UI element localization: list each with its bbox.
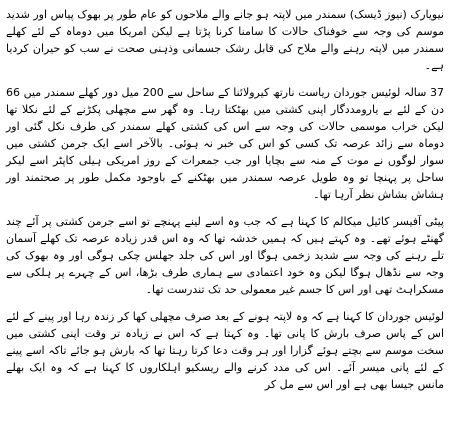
article-paragraph-2: 37 سالہ لوئیس جوردان ریاست نارتھ کیرولائنا کے ساحل سے 200 میل دور کھلے سمندر میں 66 دن کے لئے بے یارومددگار اپنی کشتی میں بھٹکتا رہا۔ وہ گھر سے مچھلی پکڑنے کے لئے نکلا تھا لیکن خراب موسمی حالات کی وجہ سے اس کی کشتی کھلے سمندر کی طرف نکل گئی اور دوماہ سے زائد عرصہ تک کسی کو اس کی خبر نہ ہوئی۔ بالآخر اسے ایک جرمن کشتی میں سوار لوگوں نے موت کے منہ سے بچایا اور جب جمعرات کے روز امریکی ہیلی کاپٹر اسے لیکر ساحل پر پہنچا تو وہ طویل عرصہ سمندر میں بھٹکنے کے باوجود مکمل طور پر صحتمند اور ہشاش بشاش نظر آرہا تھا۔ <box>6 86 444 201</box>
article-paragraph-4: لوئیس جوردان کا کہنا ہے کہ وہ لاپتہ ہونے کے بعد صرف مچھلی کھا کر زندہ رہا اور پینے کے لئے اس کے پاس صرف بارش کا پانی تھا۔ وہ کہتا ہے کہ اس نے زیادہ تر وقت اپنی کشتی میں سخت موسم سے بچتے ہوئے گزارا اور ہر وقت دعا کرتا رہتا تھا کہ بارش ہو جائے تاکہ اسے پینے کے لئے پانی میسر آئے۔ اس کی مدد کرنے والے ریسکیو اہلکاروں کا کہنا ہے کہ وہ ایک بھلے مانس جیسا بھی ہے اور اس سے مل کر <box>6 310 444 391</box>
article-paragraph-3: پیٹی آفیسر کائیل میکالم کا کہنا ہے کہ جب وہ اسے لینے پہنچے تو اسے جرمن کشتی پر آئے چند گھنٹے ہوئے تھے۔ وہ کہتے ہیں کہ ہمیں خدشہ تھا کہ وہ اس قدر زیادہ عرصہ تک کھلے آسمان تلے رہنے کی وجہ سے شدید زخمی ہوگا اور اس کی جلد جھلس چکی ہوگی اور وہ بھوک کی وجہ سے نڈھال ہوگا لیکن وہ خود اعتمادی سے ہماری طرف بڑھا، اس کے چہرے پر ہلکی سے مسکراہٹ تھی اور اس کا جسم غیر معمولی حد تک تندرست تھا۔ <box>6 215 444 296</box>
article-paragraph-intro: نیویارک (نیوز ڈیسک) سمندر میں لاپتہ ہو جانے والے ملاحوں کو عام طور پر بھوک پیاس اور شدید موسم کی وجہ سے خوفناک حالات کا سامنا کرنا پڑتا ہے لیکن امریکا میں دوماہ کے لئے کھلے سمندر میں لاپتہ رہنے والے ملاح کی قابل رشک جسمانی وذہنی صحت نے سب کو حیران کردیا ہے۔ <box>6 8 444 72</box>
article-body <box>6 6 444 393</box>
